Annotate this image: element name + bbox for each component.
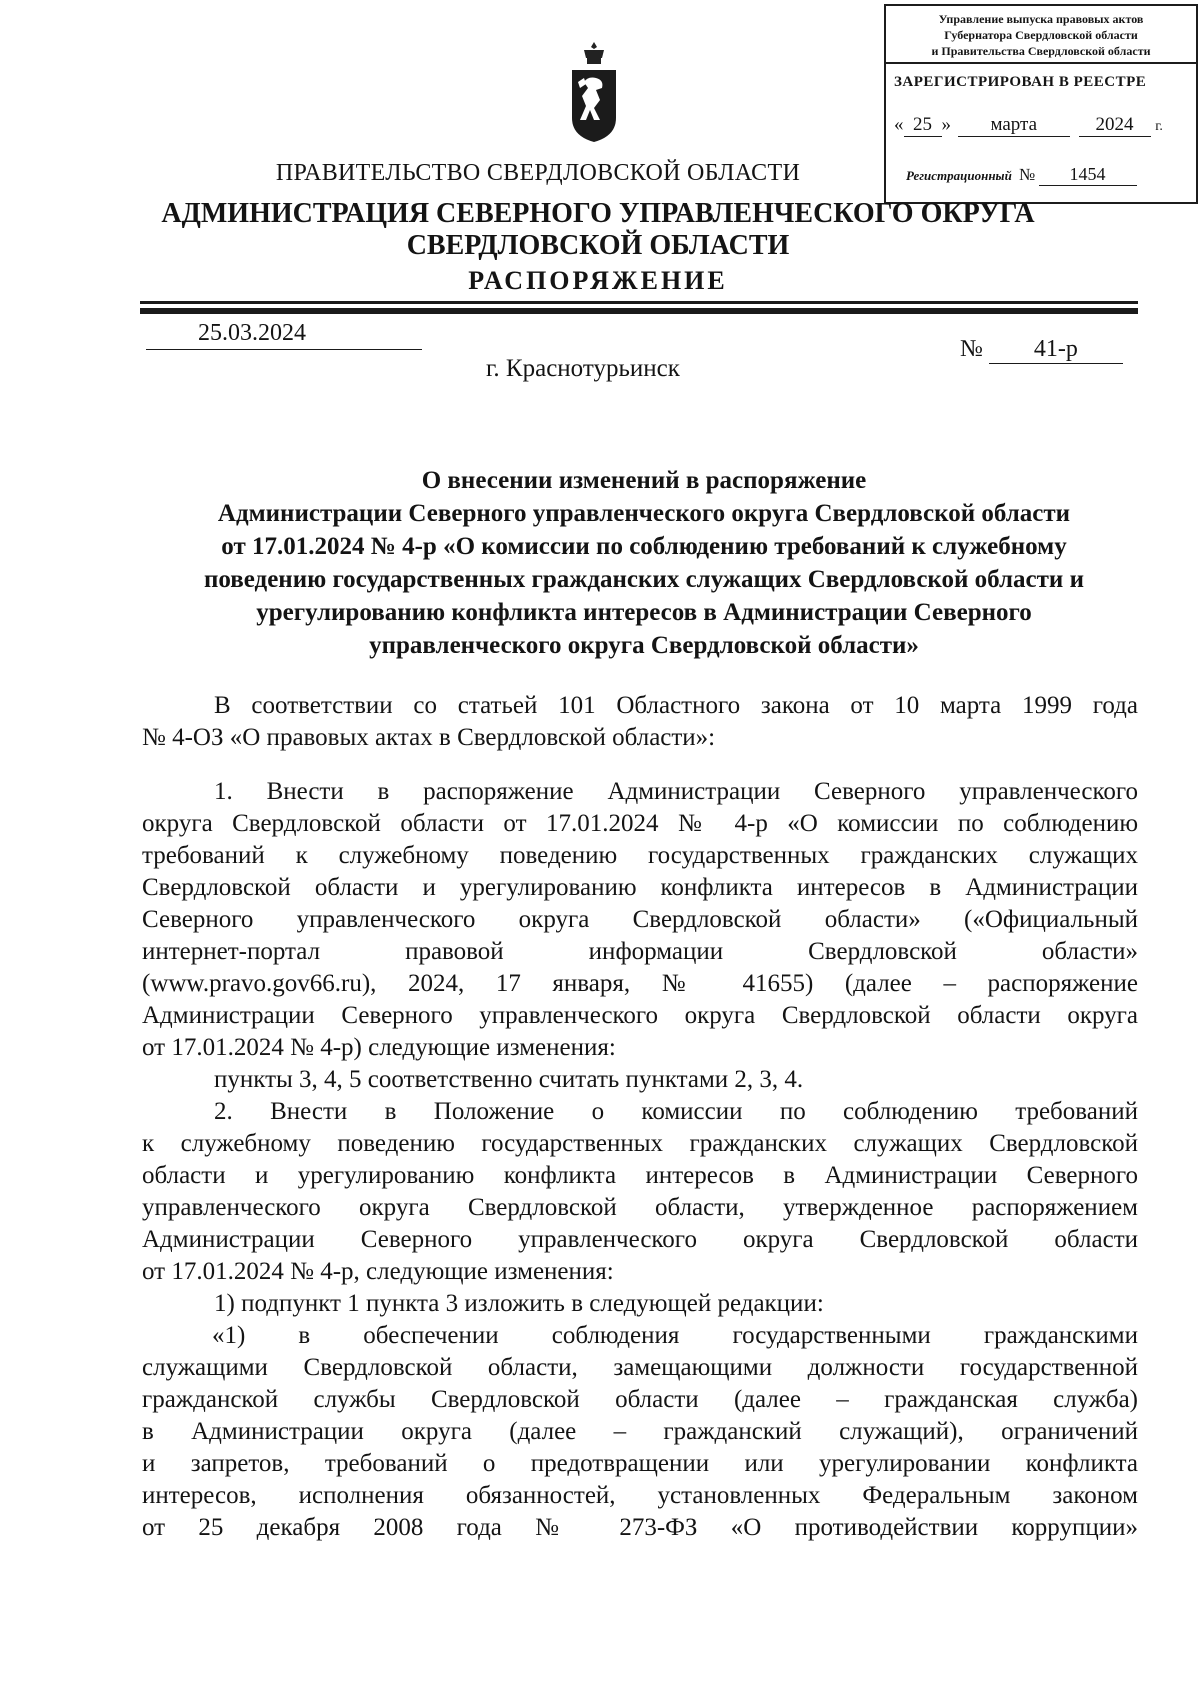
stamp-issuer-line: Управление выпуска правовых актов xyxy=(938,12,1144,26)
stamp-issuer-line: и Правительства Свердловской области xyxy=(931,44,1151,58)
body-line: в Администрации округа (далее – гражданский служащий), ограничений xyxy=(142,1418,1138,1445)
body-line: управленческого округа Свердловской области, утвержденное распоряжением xyxy=(142,1194,1138,1221)
stamp-issuer-line: Губернатора Свердловской области xyxy=(944,28,1138,42)
title-line: от 17.01.2024 № 4-р «О комиссии по соблюдению требований к служебному xyxy=(221,533,1067,560)
body-line: интересов, исполнения обязанностей, установленных Федеральным законом xyxy=(142,1482,1138,1509)
stamp-date xyxy=(894,114,1163,137)
body-line: «1) в обеспечении соблюдения государственными гражданскими xyxy=(212,1322,1138,1349)
document-type: РАСПОРЯЖЕНИЕ xyxy=(468,266,728,295)
body-line: округа Свердловской области от 17.01.2024 № 4-р «О комиссии по соблюдению xyxy=(142,810,1138,837)
item-2-paragraph xyxy=(142,1096,1138,1288)
body-line: служащими Свердловской области, замещающими должности государственной xyxy=(142,1354,1138,1381)
preamble-paragraph xyxy=(142,690,1138,754)
stamp-year: 2024 xyxy=(1079,114,1151,137)
stamp-quote-close: » xyxy=(941,114,951,135)
body-line: Администрации Северного управленческого округа Свердловской области xyxy=(142,1226,1138,1253)
quoted-amendment xyxy=(142,1320,1138,1544)
title-line: Администрации Северного управленческого округа Свердловской области xyxy=(217,500,1071,527)
body-line: 2. Внести в Положение о комиссии по соблюдению требований xyxy=(214,1098,1138,1125)
body-line: В соответствии со статьей 101 Областного закона от 10 марта 1999 года xyxy=(214,692,1138,719)
document-title xyxy=(150,464,1138,662)
administration-name-line2: СВЕРДЛОВСКОЙ ОБЛАСТИ xyxy=(406,230,790,261)
document-number xyxy=(960,336,1123,364)
coat-of-arms-icon xyxy=(566,40,622,145)
title-line: урегулированию конфликта интересов в Администрации Северного xyxy=(256,599,1032,626)
stamp-month: марта xyxy=(958,114,1070,137)
administration-name-line1: АДМИНИСТРАЦИЯ СЕВЕРНОГО УПРАВЛЕНЧЕСКОГО ОКРУГА xyxy=(161,198,1035,229)
stamp-issuer xyxy=(886,6,1196,64)
body-line: Северного управленческого округа Свердловской области» («Официальный xyxy=(142,906,1138,933)
document-date: 25.03.2024 xyxy=(146,320,422,350)
stamp-reg-number-label: Регистрационный xyxy=(906,168,1012,183)
document-city: г. Краснотурьинск xyxy=(486,355,680,382)
body-line: Свердловской области и урегулированию конфликта интересов в Администрации xyxy=(142,874,1138,901)
title-line: поведению государственных гражданских служащих Свердловской области и xyxy=(204,566,1084,593)
stamp-year-suffix: г. xyxy=(1155,119,1163,134)
document-body xyxy=(142,690,1138,1544)
stamp-number-sign: № xyxy=(1019,165,1036,184)
body-line: 1. Внести в распоряжение Администрации Северного управленческого xyxy=(214,778,1138,805)
body-line: от 17.01.2024 № 4-р) следующие изменения: xyxy=(142,1034,616,1061)
header-rule-thick xyxy=(140,308,1138,314)
stamp-day: 25 xyxy=(904,114,942,137)
body-line: (www.pravo.gov66.ru), 2024, 17 января, № 41655) (далее – распоряжение xyxy=(142,970,1138,997)
body-line: и запретов, требований о предотвращении или урегулировании конфликта xyxy=(142,1450,1138,1477)
government-name: ПРАВИТЕЛЬСТВО СВЕРДЛОВСКОЙ ОБЛАСТИ xyxy=(275,160,801,186)
title-line: О внесении изменений в распоряжение xyxy=(421,467,867,494)
number-sign: № xyxy=(960,336,983,362)
item-1-paragraph xyxy=(142,776,1138,1064)
body-line: от 25 декабря 2008 года № 273-ФЗ «О противодействии коррупции» xyxy=(142,1514,1138,1541)
item-2-subpoint-1: 1) подпункт 1 пункта 3 изложить в следующей редакции: xyxy=(214,1290,824,1317)
body-line: к служебному поведению государственных гражданских служащих Свердловской xyxy=(142,1130,1138,1157)
body-line: интернет-портал правовой информации Свердловской области» xyxy=(142,938,1138,965)
body-line: требований к служебному поведению государственных гражданских служащих xyxy=(142,842,1138,869)
stamp-registered-label: ЗАРЕГИСТРИРОВАН В РЕЕСТРЕ xyxy=(894,74,1147,90)
header-rule-thin xyxy=(140,301,1138,304)
body-line: гражданской службы Свердловской области (далее – гражданская служба) xyxy=(142,1386,1138,1413)
title-line: управленческого округа Свердловской области» xyxy=(369,632,919,659)
stamp-reg-number-value: 1454 xyxy=(1039,164,1137,186)
body-line: от 17.01.2024 № 4-р, следующие изменения: xyxy=(142,1258,614,1285)
body-line: Администрации Северного управленческого округа Свердловской области округа xyxy=(142,1002,1138,1029)
document-number-value: 41-р xyxy=(989,336,1123,364)
item-1-subpoint: пункты 3, 4, 5 соответственно считать пунктами 2, 3, 4. xyxy=(214,1066,804,1093)
stamp-quote-open: « xyxy=(894,114,904,135)
body-line: № 4-ОЗ «О правовых актах в Свердловской области»: xyxy=(142,724,716,751)
body-line: области и урегулированию конфликта интересов в Администрации Северного xyxy=(142,1162,1138,1189)
